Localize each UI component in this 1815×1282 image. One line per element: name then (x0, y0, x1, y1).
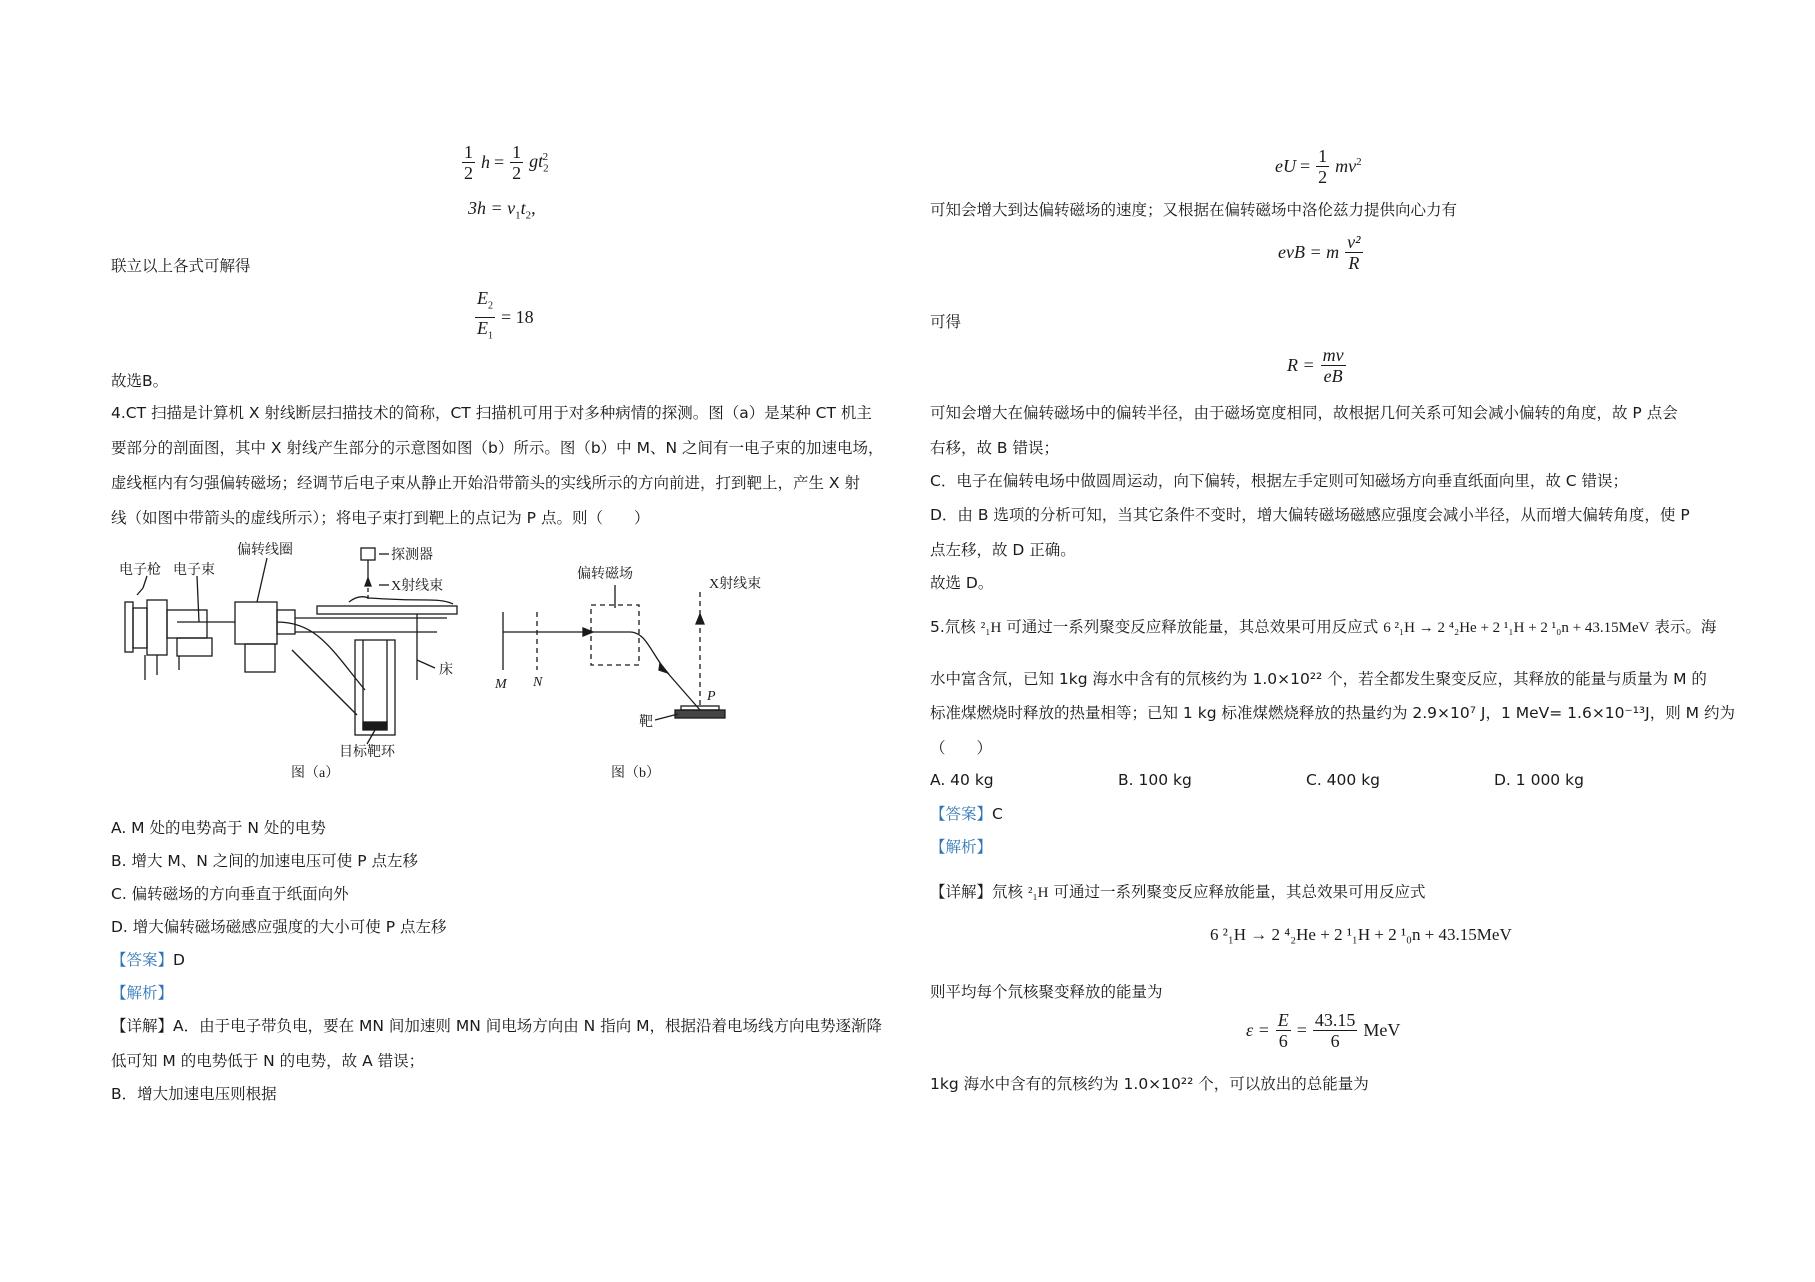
figure-a-ct-diagram (117, 540, 487, 770)
caption-fig-b: 图（b） (611, 766, 660, 781)
label-field: 偏转磁场 (577, 567, 633, 582)
right-p3-4: D．由 B 选项的分析可知，当其它条件不变时，增大偏转磁场磁感应强度会减小半径，从而增大偏转角度，使 P (930, 506, 1690, 524)
equation-r: R = $\frac{mv}{eB}$ (1287, 345, 1344, 386)
answer-tag: 【答案】 (930, 805, 993, 823)
answer-value: C (992, 805, 1003, 823)
equation-half-h: $\frac{1}{2}$ h = $\frac{1}{2}$ $gt_2^2$ (464, 142, 549, 183)
q4-answer (111, 950, 185, 970)
figure-b-schematic (495, 560, 795, 740)
label-target-ring: 目标靶环 (339, 745, 395, 760)
q5-reaction-equation: 6 ²₁H → 2 ⁴₂He + 2 ¹₁H + 2 ¹₀n + 43.15MeV (1210, 925, 1512, 944)
q4-line-1: 4.CT 扫描是计算机 X 射线断层扫描技术的简称，CT 扫描机可用于对多种病情的探测。图（a）是某种 CT 机主 (111, 404, 872, 422)
equation-evb: evB = m $\frac{\text{v²}}{R}$ (1278, 232, 1361, 273)
q5-line-3: 标准煤燃烧时释放的热量相等；已知 1 kg 标准煤燃烧释放的热量约为 2.9×10⁷ J，1 MeV= 1.6×10⁻¹³J，则 M 约为 (930, 704, 1735, 722)
q4-line-4: 线（如图中带箭头的虚线所示）；将电子束打到靶上的点记为 P 点。则（ ） (111, 509, 650, 527)
q4-detail-2: 低可知 M 的电势低于 N 的电势，故 A 错误； (111, 1052, 425, 1070)
q4-option-b: B. 增大 M、N 之间的加速电压可使 P 点左移 (111, 852, 419, 870)
right-p3-5: 点左移，故 D 正确。 (930, 541, 1076, 559)
choose-b-text: 故选B。 (111, 372, 169, 390)
right-p3-6: 故选 D。 (930, 574, 994, 592)
label-p: P (707, 689, 716, 704)
right-p2: 可得 (930, 313, 962, 331)
q5-line-2: 水中富含氘，已知 1kg 海水中含有的氘核约为 1.0×10²² 个，若全都发生聚变反应，其释放的能量与质量为 M 的 (930, 670, 1707, 688)
q4-option-d: D. 增大偏转磁场磁感应强度的大小可使 P 点左移 (111, 918, 447, 936)
caption-fig-a: 图（a） (291, 766, 340, 781)
label-target: 靶 (639, 715, 653, 730)
q4-option-a: A. M 处的电势高于 N 处的电势 (111, 819, 326, 837)
q5-line-4: （ ） (930, 739, 993, 757)
label-n: N (533, 675, 543, 690)
q5-avg-text: 则平均每个氘核聚变释放的能量为 (930, 983, 1163, 1001)
right-p3-1: 可知会增大在偏转磁场中的偏转半径，由于磁场宽度相同，故根据几何关系可知会减小偏转的角度，故 P 点会 (930, 404, 1678, 422)
q5-options (930, 771, 1682, 789)
label-beam: 电子束 (173, 563, 215, 578)
equation-ratio: $\frac{E_2}{E_1}$ = 18 (477, 288, 534, 342)
q4-detail-1: 【详解】A．由于电子带负电，要在 MN 间加速则 MN 间电场方向由 N 指向 M，根据沿着电场线方向电势逐渐降 (111, 1017, 882, 1035)
q5-last-text: 1kg 海水中含有的氘核约为 1.0×10²² 个，可以放出的总能量为 (930, 1075, 1369, 1093)
label-coil: 偏转线圈 (237, 543, 293, 558)
q4-line-3: 虚线框内有匀强偏转磁场；经调节后电子束从静止开始沿带箭头的实线所示的方向前进，打到靶上，产生 X 射 (111, 474, 860, 492)
answer-value: D (173, 951, 185, 969)
q4-analysis-tag: 【解析】 (111, 984, 174, 1002)
label-xray-b: X射线束 (709, 577, 762, 592)
equation-epsilon: ε = $\frac{E}{6}$ = $\frac{43.15}{6}$ MeV (1246, 1010, 1401, 1051)
q5-option-a: A. 40 kg (930, 771, 994, 789)
answer-tag: 【答案】 (111, 951, 174, 969)
q5-option-c: C. 400 kg (1306, 771, 1381, 789)
label-gun: 电子枪 (119, 563, 161, 578)
q5-option-b: B. 100 kg (1118, 771, 1192, 789)
q5-answer (930, 804, 1003, 824)
q5-option-d: D. 1 000 kg (1494, 771, 1584, 789)
equation-eu: eU = $\frac{1}{2}$ $mv^2$ (1275, 146, 1362, 187)
q4-option-c: C. 偏转磁场的方向垂直于纸面向外 (111, 885, 349, 903)
right-p3-2: 右移，故 B 错误； (930, 439, 1059, 457)
q5-analysis-tag: 【解析】 (930, 838, 993, 856)
label-m: M (495, 677, 507, 692)
equation-3h: $3h = v_1t_2$, (468, 198, 536, 222)
q4-line-2: 要部分的剖面图，其中 X 射线产生部分的示意图如图（b）所示。图（b）中 M、N 之间有一电子束的加速电场， (111, 439, 884, 457)
label-detector: 探测器 (391, 548, 433, 563)
right-p1: 可知会增大到达偏转磁场的速度；又根据在偏转磁场中洛伦兹力提供向心力有 (930, 201, 1458, 219)
q5-detail: 【详解】氘核 ²₁H 可通过一系列聚变反应释放能量，其总效果可用反应式 (930, 883, 1426, 901)
q5-line-1: 5.氘核 ²₁H 可通过一系列聚变反应释放能量，其总效果可用反应式 6 ²₁H → 2 ⁴₂He + 2 ¹₁H + 2 ¹₀n + 43.15MeV 表示。海 (930, 618, 1717, 636)
label-xray-a: X射线束 (391, 579, 444, 594)
right-p3-3: C．电子在偏转电场中做圆周运动，向下偏转，根据左手定则可知磁场方向垂直纸面向里，故 C 错误； (930, 472, 1629, 490)
q4-detail-3: B．增大加速电压则根据 (111, 1085, 277, 1103)
q5-reaction: 6 ²₁H → 2 ⁴₂He + 2 ¹₁H + 2 ¹₀n + 43.15MeV (1383, 620, 1650, 636)
label-bed: 床 (439, 663, 453, 678)
combine-text: 联立以上各式可解得 (111, 257, 251, 275)
